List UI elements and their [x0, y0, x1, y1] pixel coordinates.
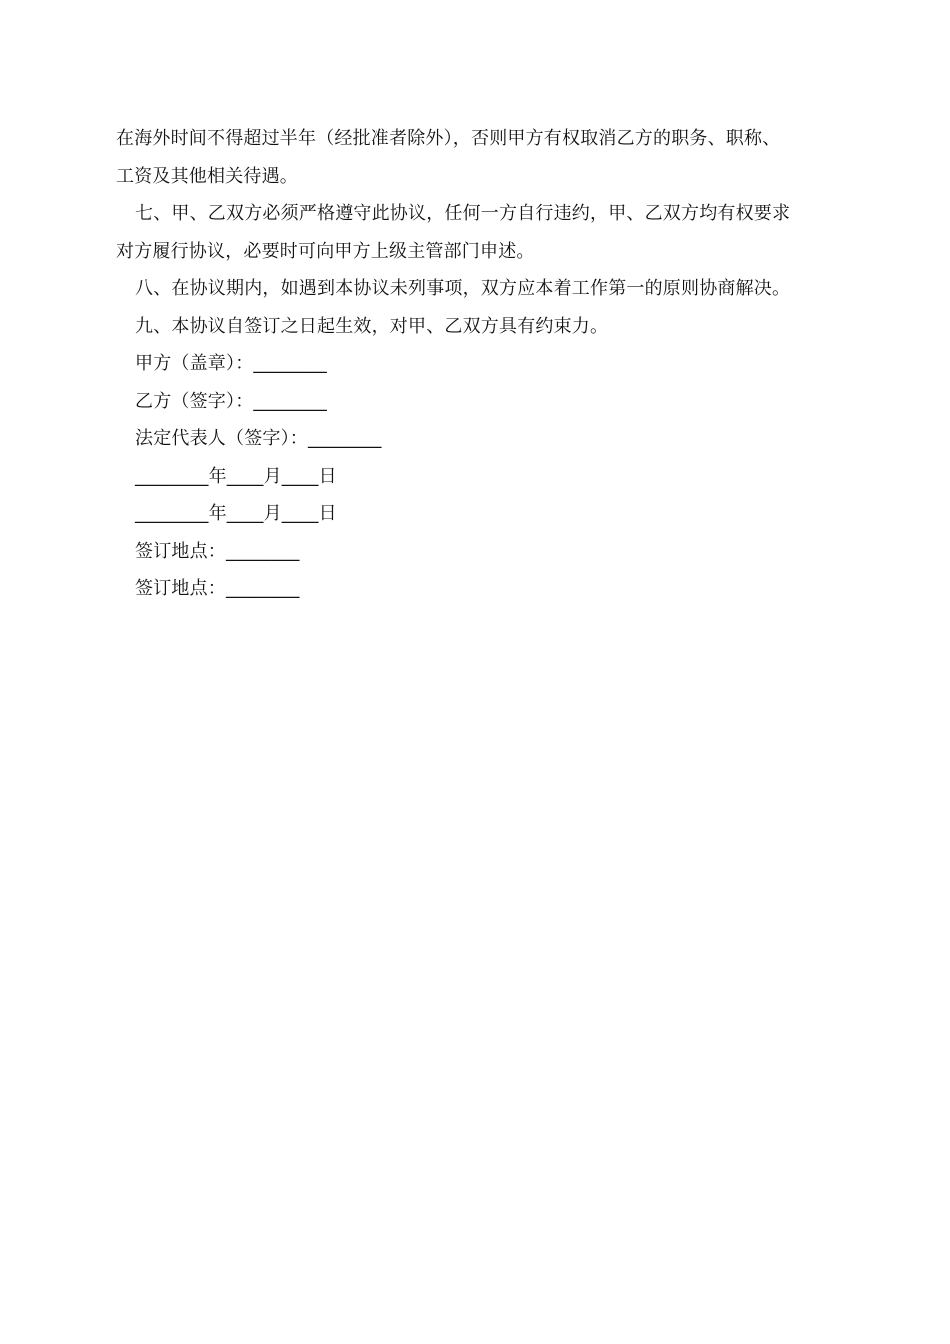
party-a-seal-field: 甲方（盖章）：________ [135, 353, 327, 374]
signing-location-field: 签订地点：________ [135, 578, 300, 599]
signing-location-field: 签订地点：________ [135, 540, 300, 562]
paragraph-line: 在海外时间不得超过半年（经批准者除外），否则甲方有权取消乙方的职务、职称、 [116, 128, 781, 149]
clause-eight: 八、在协议期内，如遇到本协议未列事项，双方应本着工作第一的原则协商解决。 [135, 278, 791, 299]
date-field: ________年____月____日 [135, 465, 337, 487]
paragraph-line: 工资及其他相关待遇。 [116, 165, 298, 187]
party-b-signature-field: 乙方（签字）：________ [135, 390, 327, 412]
clause-seven-line: 七、甲、乙双方必须严格遵守此协议，任何一方自行违约，甲、乙双方均有权要求 [135, 203, 791, 224]
clause-nine: 九、本协议自签订之日起生效，对甲、乙双方具有约束力。 [135, 315, 609, 337]
clause-seven-continuation: 对方履行协议，必要时可向甲方上级主管部门申述。 [116, 240, 535, 262]
document-body [116, 120, 836, 608]
legal-representative-field: 法定代表人（签字）：________ [135, 428, 382, 449]
date-field: ________年____月____日 [135, 503, 337, 524]
